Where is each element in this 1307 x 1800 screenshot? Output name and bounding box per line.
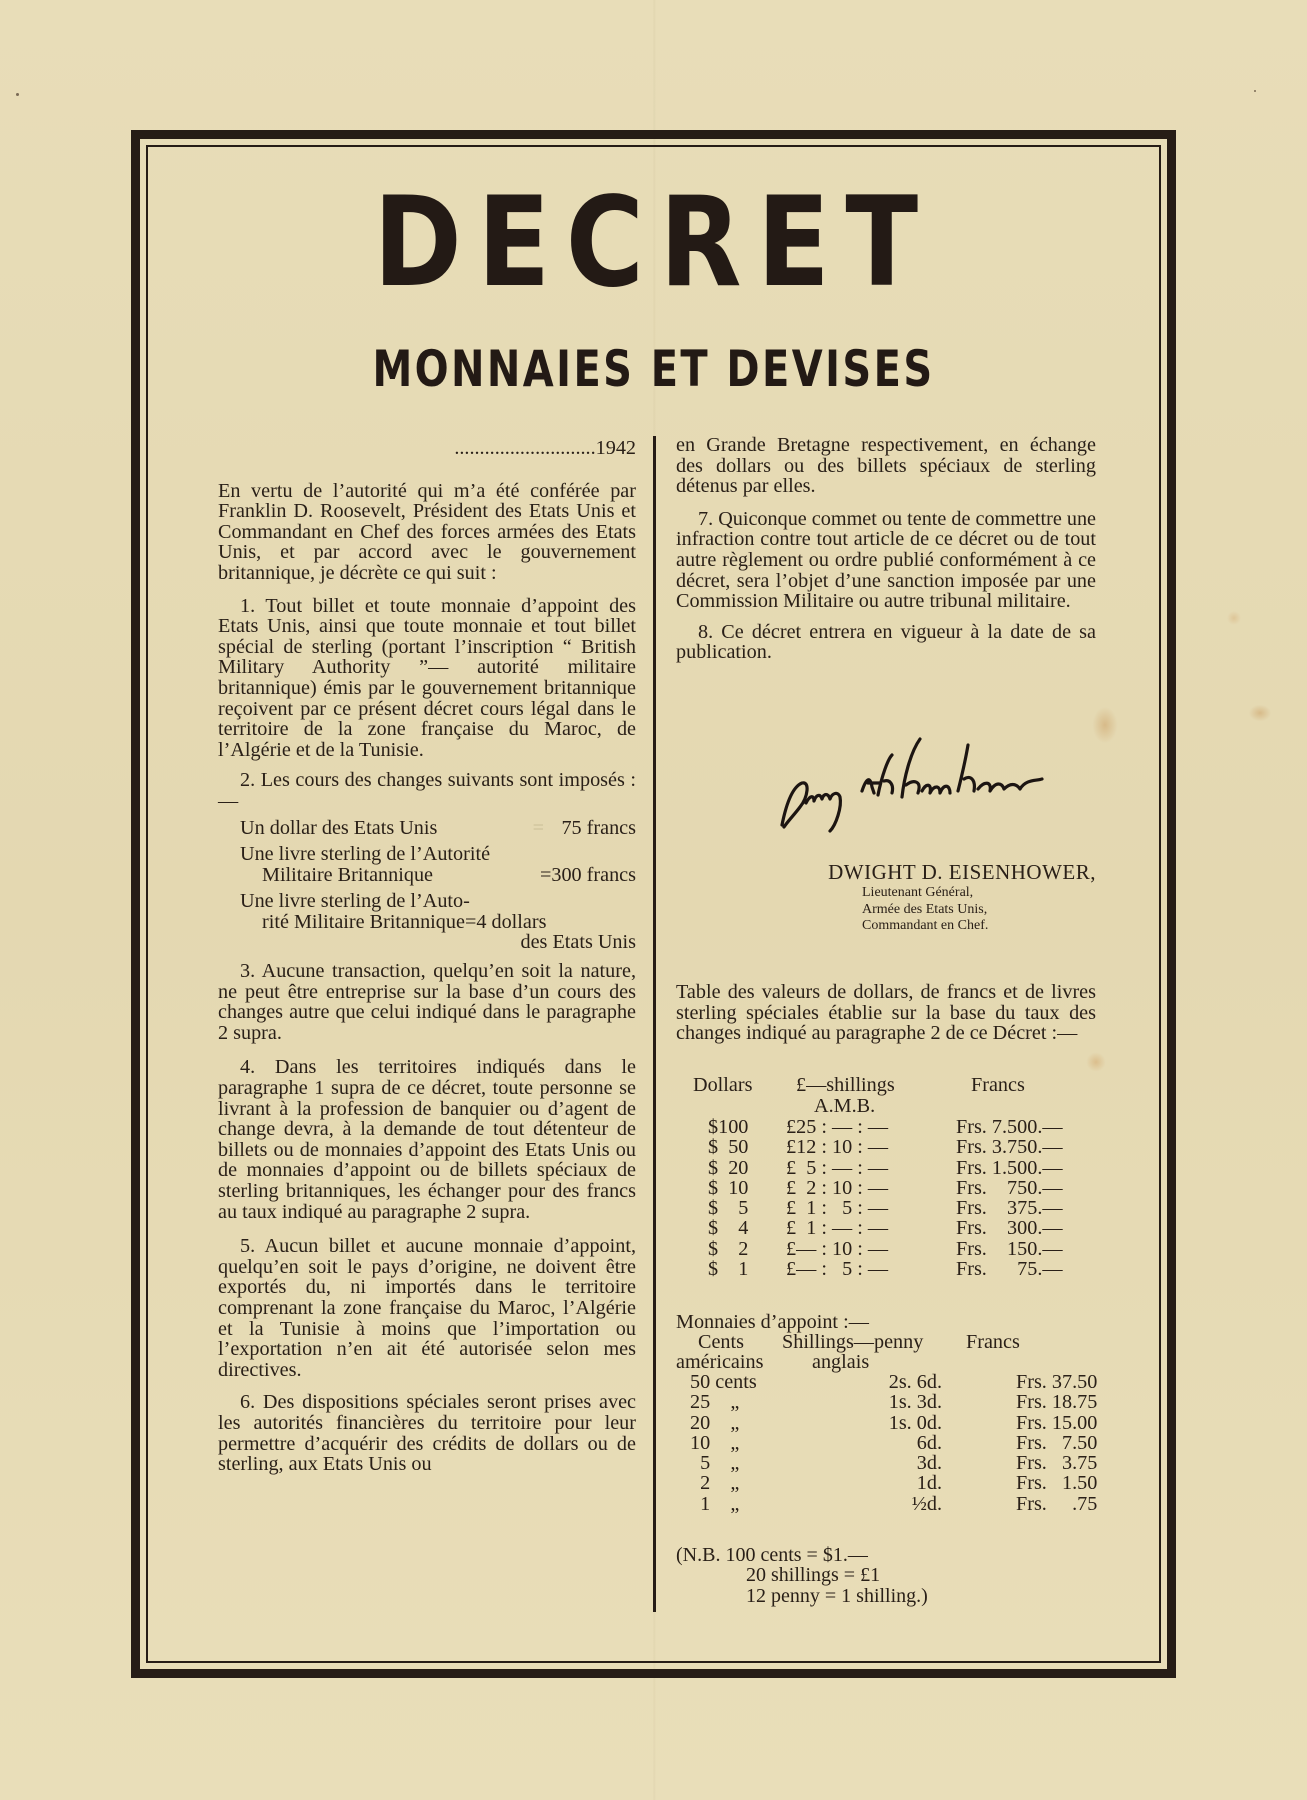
pound-amount: £25 : — : — <box>786 1116 889 1138</box>
franc-amount: Frs. 3.750.— <box>956 1136 1063 1159</box>
table-row <box>676 1158 1135 1178</box>
column-divider <box>653 436 656 1612</box>
table-row <box>676 1259 1135 1279</box>
unit-note <box>676 1545 928 1606</box>
franc-amount: Frs. 18.75 <box>1016 1391 1098 1414</box>
paper-speck <box>16 93 19 96</box>
dollar-amount: $ 1 <box>708 1258 749 1281</box>
table-row <box>676 1453 1166 1473</box>
table-row <box>676 1117 1135 1137</box>
cent-amount: 25 „ <box>690 1391 740 1414</box>
exchange-rates <box>218 818 636 954</box>
dollar-amount: $100 <box>708 1116 749 1138</box>
article-3: 3. Aucune transaction, quelqu’en soit la nature, ne peut être entreprise sur la base d’un cours des changes autre que celui indiqué dans le paragraphe 2 supra. <box>218 960 636 1044</box>
dollar-amount: $ 5 <box>708 1197 749 1220</box>
rate-label: Un dollar des Etats Unis <box>240 816 438 839</box>
signatory-role: Commandant en Chef. <box>862 918 989 933</box>
franc-amount: Frs. 7.50 <box>1016 1431 1098 1454</box>
franc-amount: Frs. 750.— <box>956 1176 1063 1199</box>
equals-sign: = <box>532 816 544 839</box>
right-column <box>676 435 1096 673</box>
article-1: 1. Tout billet et toute monnaie d’appoint des Etats Unis, ainsi que toute monnaie et tout billet spécial de sterling (portant l’inscription “ British Military Authority ”— autorité militaire britannique) émis par le gouvernement britannique reçoivent par ce présent décret cours légal dans le territoire de la zone française du Maroc, de l’Algérie et de la Tunisie. <box>218 594 636 761</box>
column-header-francs: Francs <box>966 1331 1020 1353</box>
column-subheader-anglais: anglais <box>812 1351 870 1373</box>
article-8: 8. Ce décret entrera en vigueur à la date de sa publication. <box>676 620 1096 664</box>
table-body <box>676 1372 1166 1514</box>
table-row <box>676 1433 1166 1453</box>
decree-subtitle: MONNAIES ET DEVISES <box>372 340 935 398</box>
coins-title: Monnaies d’appoint :— <box>676 1311 869 1333</box>
franc-amount: Frs. .75 <box>1016 1492 1098 1515</box>
table-row <box>676 1392 1166 1412</box>
cent-amount: 50 cents <box>690 1371 757 1393</box>
note-line-penny: 12 penny = 1 shilling.) <box>746 1584 928 1607</box>
pound-amount: £ 1 : — : — <box>786 1217 889 1240</box>
column-header-pounds: £—shillings <box>796 1074 895 1096</box>
pound-amount: £— : 5 : — <box>786 1258 889 1281</box>
rate-label: Une livre sterling de l’Auto- <box>240 890 470 913</box>
article-5: 5. Aucun billet et aucune monnaie d’appoint, quelqu’en soit le pays d’origine, ne doivent être exportés du, ni importés dans le territoire comprenant la zone française du Maroc, l’Algérie et la Tunisie à moins que l’importation ou l’exportation n’en ait été autorisée selon mes directives. <box>218 1235 636 1381</box>
paper-speck <box>1254 90 1256 92</box>
dollar-amount: $ 4 <box>708 1217 749 1240</box>
pound-amount: £ 2 : 10 : — <box>786 1176 889 1199</box>
table-row <box>676 1178 1135 1198</box>
rate-value: 75 francs <box>561 816 636 839</box>
rate-pound-dollars <box>218 891 636 953</box>
franc-amount: Frs. 375.— <box>956 1197 1063 1220</box>
rate-value: 300 francs <box>551 863 636 886</box>
dollar-amount: $ 50 <box>708 1136 749 1159</box>
preamble: En vertu de l’autorité qui m’a été conférée par Franklin D. Roosevelt, Président des Etats Unis et Commandant en Chef des forces armées des Etats Unis, et par accord avec le gouvernement britannique, je décrète ce qui suit : <box>218 479 636 584</box>
cent-amount: 2 „ <box>690 1472 740 1495</box>
signatory-army: Armée des Etats Unis, <box>862 901 988 917</box>
rate-label: Une livre sterling de l’Autorité <box>240 843 491 866</box>
table-row <box>676 1239 1135 1259</box>
table-subheader-row <box>676 1096 1135 1117</box>
conversion-table-intro: Table des valeurs de dollars, de francs et de livres sterling spéciales établie sur la base du taux des changes indiqué au paragraphe 2 de ce Décret :— <box>676 981 1096 1045</box>
cent-amount: 5 „ <box>690 1452 740 1475</box>
signatory-rank: Lieutenant Général, <box>862 885 974 900</box>
franc-amount: Frs. 37.50 <box>1016 1371 1098 1393</box>
notes-conversion-table <box>676 1075 1135 1279</box>
decree-title: DECRET <box>373 171 934 315</box>
decree-date: ............................1942 <box>454 437 636 459</box>
rate-value-cont: des Etats Unis <box>520 931 636 954</box>
franc-amount: Frs. 3.75 <box>1016 1452 1098 1475</box>
column-header-shillings: Shillings—penny <box>782 1331 924 1353</box>
table-row <box>676 1494 1166 1514</box>
pound-amount: £— : 10 : — <box>786 1237 889 1260</box>
pound-amount: £ 1 : 5 : — <box>786 1197 889 1220</box>
coins-header-row <box>676 1332 1166 1352</box>
cent-amount: 1 „ <box>690 1492 740 1515</box>
article-2-intro: 2. Les cours des changes suivants sont imposés :— <box>218 769 636 812</box>
table-row <box>676 1218 1135 1238</box>
rate-label-cont: Militaire Britannique <box>262 863 433 886</box>
shilling-amount: 2s. 6d. <box>888 1371 942 1393</box>
coins-subheader-row <box>676 1352 1166 1372</box>
column-subheader-amb: A.M.B. <box>814 1095 876 1117</box>
dollar-amount: $ 10 <box>708 1176 749 1199</box>
table-body <box>676 1117 1135 1279</box>
rate-pound-francs <box>218 844 636 885</box>
column-header-cents: Cents <box>698 1331 744 1353</box>
table-row <box>676 1198 1135 1218</box>
franc-amount: Frs. 1.50 <box>1016 1472 1098 1495</box>
shilling-amount: 6d. <box>916 1431 942 1454</box>
equals-sign: = <box>464 910 477 933</box>
table-row <box>676 1473 1166 1493</box>
table-row <box>676 1372 1166 1392</box>
franc-amount: Frs. 300.— <box>956 1217 1063 1240</box>
left-column <box>218 438 636 1485</box>
table-header-row <box>676 1075 1135 1096</box>
signatory-name: DWIGHT D. EISENHOWER, <box>828 860 1096 884</box>
coins-conversion-table <box>676 1312 1166 1514</box>
column-header-francs: Francs <box>971 1074 1025 1096</box>
column-header-dollars: Dollars <box>693 1074 753 1096</box>
franc-amount: Frs. 150.— <box>956 1237 1063 1260</box>
rate-dollar <box>218 818 636 839</box>
shilling-amount: 1s. 3d. <box>888 1391 942 1414</box>
dollar-amount: $ 20 <box>708 1156 749 1179</box>
table-row <box>676 1413 1166 1433</box>
article-4: 4. Dans les territoires indiqués dans le paragraphe 1 supra de ce décret, toute personne se livrant à la profession de banquier ou d’agent de change devra, à la demande de tout détenteur de billets ou de monnaies d’appoint des Etats Unis ou de monnaies d’appoint ou de billets spéciaux de sterling britanniques, les échanger pour des francs au taux indiqué au paragraphe 2 supra. <box>218 1056 636 1223</box>
article-6-end: en Grande Bretagne respectivement, en échange des dollars ou des billets spéciaux de sterling détenus par elles. <box>676 434 1096 498</box>
column-subheader-americains: américains <box>676 1351 764 1373</box>
shilling-amount: 1s. 0d. <box>888 1411 942 1434</box>
franc-amount: Frs. 75.— <box>956 1258 1063 1281</box>
cent-amount: 20 „ <box>690 1411 740 1434</box>
note-line-shillings: 20 shillings = £1 <box>746 1564 881 1587</box>
shilling-amount: 3d. <box>916 1452 942 1475</box>
signature-image <box>780 735 1100 835</box>
shilling-amount: ½d. <box>911 1492 942 1515</box>
rate-value: 4 dollars <box>476 910 547 933</box>
pound-amount: £ 5 : — : — <box>786 1156 889 1179</box>
table-row <box>676 1137 1135 1157</box>
article-7: 7. Quiconque commet ou tente de commettre une infraction contre tout article de ce décret ou de tout autre règlement ou ordre publié conformément à ce décret, sera l’objet d’une sanction imposée par une Commission Militaire ou autre tribunal militaire. <box>676 507 1097 613</box>
franc-amount: Frs. 1.500.— <box>956 1156 1063 1179</box>
franc-amount: Frs. 7.500.— <box>956 1116 1063 1138</box>
rate-label-cont: rité Militaire Britannique <box>262 910 465 933</box>
note-line-cents: (N.B. 100 cents = $1.— <box>676 1544 868 1566</box>
signatory-titles <box>862 885 988 935</box>
franc-amount: Frs. 15.00 <box>1016 1411 1098 1434</box>
shilling-amount: 1d. <box>916 1472 942 1495</box>
cent-amount: 10 „ <box>690 1431 740 1454</box>
pound-amount: £12 : 10 : — <box>786 1136 889 1159</box>
dollar-amount: $ 2 <box>708 1237 749 1260</box>
article-6-start: 6. Des dispositions spéciales seront prises avec les autorités financières du territoire pour leur permettre d’acquérir des crédits de dollars ou de sterling, aux Etats Unis ou <box>218 1391 636 1476</box>
equals-sign: = <box>539 863 552 886</box>
